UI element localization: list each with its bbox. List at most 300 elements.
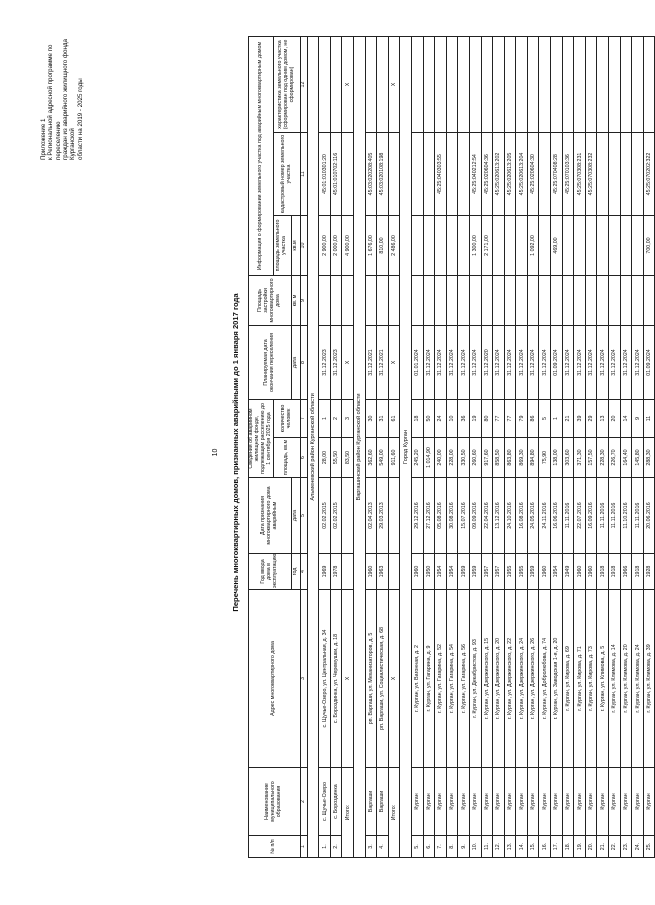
table-cell: 1. xyxy=(319,836,331,858)
table-cell: Курган xyxy=(446,768,458,836)
table-cell: 28,00 xyxy=(319,438,331,478)
section-title: Город Курган xyxy=(400,36,412,857)
table-cell xyxy=(435,216,447,276)
table-cell xyxy=(493,36,505,132)
table-cell: 31.12.2024 xyxy=(539,326,551,400)
table-cell: Курган xyxy=(504,768,516,836)
table-cell: 05.08.2016 xyxy=(435,478,447,554)
table-cell: 10. xyxy=(469,836,481,858)
table-cell xyxy=(609,133,621,216)
table-cell xyxy=(620,216,632,276)
table-row xyxy=(516,36,528,857)
table-cell xyxy=(319,276,331,326)
table-cell: с. Щучье-Озеро, ул. Центральная, д. 34 xyxy=(319,590,331,768)
table-cell: 22.07.2016 xyxy=(574,478,586,554)
table-cell: 1 300,00 xyxy=(469,216,481,276)
table-cell: 11.11.2016 xyxy=(597,478,609,554)
total-cell xyxy=(342,133,354,216)
table-cell: 1959 xyxy=(469,554,481,590)
table-cell xyxy=(469,276,481,326)
table-cell xyxy=(365,36,377,132)
table-cell xyxy=(551,36,563,132)
table-cell: 02.02.2015 xyxy=(319,478,331,554)
table-cell: 77 xyxy=(504,400,516,438)
table-cell: 39 xyxy=(574,400,586,438)
table-cell: г. Курган, ул. Климова, д. 5 xyxy=(597,590,609,768)
table-cell: Варгаши xyxy=(377,768,389,836)
table-cell: г. Курган, ул. Дзержинского, д. 15 xyxy=(481,590,493,768)
table-cell xyxy=(365,276,377,326)
table-cell xyxy=(597,276,609,326)
table-cell xyxy=(493,216,505,276)
table-cell xyxy=(562,36,574,132)
table-row xyxy=(481,36,493,857)
table-cell xyxy=(551,276,563,326)
table-cell: 31.12.2024 xyxy=(446,326,458,400)
table-cell: г. Курган, ул. Дзержинского, д. 26 xyxy=(527,590,539,768)
table-row xyxy=(411,36,423,857)
table-cell: 31.12.2024 xyxy=(620,326,632,400)
table-cell: 45:25:020604:30 xyxy=(527,133,539,216)
table-cell xyxy=(481,276,493,326)
table-cell: 1963 xyxy=(377,554,389,590)
table-cell: 1 676,00 xyxy=(365,216,377,276)
header-land-area: площадь земельного участка xyxy=(273,216,291,276)
table-cell: Курган xyxy=(551,768,563,836)
table-cell: 45:03:020208:405 xyxy=(365,133,377,216)
table-cell: 31.12.2021 xyxy=(365,326,377,400)
header-land-char: характеристика земельного участка (сформирован под одним домом, не сформирован) xyxy=(273,36,300,132)
table-cell xyxy=(458,133,470,216)
table-cell: 31.12.2024 xyxy=(493,326,505,400)
table-cell: 9. xyxy=(458,836,470,858)
table-cell: 240,00 xyxy=(435,438,447,478)
table-cell: 228,00 xyxy=(446,438,458,478)
total-cell: Х xyxy=(342,326,354,400)
table-cell: 45:03:020108:198 xyxy=(377,133,389,216)
total-cell: Х xyxy=(388,36,400,132)
table-row xyxy=(377,36,389,857)
header-land-group: Информация о формировании земельного участка под аварийным многоквартирным домом xyxy=(249,36,274,275)
table-cell: Курган xyxy=(643,768,655,836)
column-number: 1 xyxy=(300,836,307,858)
table-cell xyxy=(504,216,516,276)
total-cell xyxy=(388,276,400,326)
total-row xyxy=(342,36,354,857)
table-cell: рп. Варгаши, ул. Социалистическая, д. 68 xyxy=(377,590,389,768)
table-cell: Курган xyxy=(423,768,435,836)
column-number: 12 xyxy=(300,36,307,132)
table-cell: 22.04.2016 xyxy=(481,478,493,554)
table-cell: Курган xyxy=(516,768,528,836)
table-row xyxy=(493,36,505,857)
header-residents-group: Сведения об аварийном жилищном фонде, подлежащем расселению до 1 сентября 2025 года xyxy=(249,400,274,478)
header-address: Адрес многоквартирного дома xyxy=(249,590,301,768)
column-number: 9 xyxy=(300,276,307,326)
table-cell: 11.10.2016 xyxy=(620,478,632,554)
table-cell: 1928 xyxy=(643,554,655,590)
table-cell xyxy=(539,133,551,216)
table-cell: 24.10.2016 xyxy=(504,478,516,554)
table-cell: 2 900,00 xyxy=(319,216,331,276)
table-cell: 2 171,00 xyxy=(481,216,493,276)
total-cell xyxy=(388,133,400,216)
table-cell: г. Курган, ул. Дзержинского, д. 22 xyxy=(504,590,516,768)
table-cell: 18. xyxy=(562,836,574,858)
total-cell xyxy=(342,554,354,590)
table-cell: 17. xyxy=(551,836,563,858)
table-cell: г. Курган, ул. Климова, д. 14 xyxy=(609,590,621,768)
table-cell: 79 xyxy=(516,400,528,438)
table-cell xyxy=(493,276,505,326)
table-cell: 50 xyxy=(423,400,435,438)
total-label: Итого: xyxy=(388,768,400,858)
header-date: дата xyxy=(291,478,300,554)
section-row xyxy=(400,36,412,857)
table-cell: г. Курган, ул. Гагарина, д. 54 xyxy=(446,590,458,768)
header-area: площадь, кв.м xyxy=(273,438,300,478)
table-cell: 19. xyxy=(574,836,586,858)
table-cell xyxy=(620,276,632,326)
section-row xyxy=(353,36,365,857)
table-cell: 469,00 xyxy=(551,216,563,276)
table-cell xyxy=(585,36,597,132)
table-cell: 31.12.2023 xyxy=(319,326,331,400)
table-cell: Курган xyxy=(527,768,539,836)
column-number: 11 xyxy=(300,133,307,216)
table-cell xyxy=(643,36,655,132)
table-cell xyxy=(609,216,621,276)
total-cell xyxy=(342,276,354,326)
table-cell: 303,60 xyxy=(562,438,574,478)
header-planned-group: Планируемая дата окончания переселения xyxy=(249,326,292,400)
total-cell xyxy=(388,554,400,590)
table-cell: 1918 xyxy=(597,554,609,590)
table-cell: с. Бороздинка xyxy=(330,768,342,836)
table-cell: 31.12.2024 xyxy=(609,326,621,400)
table-cell: 869,30 xyxy=(516,438,528,478)
total-cell: 4 900,00 xyxy=(342,216,354,276)
table-cell: 16.06.2016 xyxy=(551,478,563,554)
table-cell xyxy=(574,216,586,276)
table-cell: 15. xyxy=(527,836,539,858)
table-cell: 29 xyxy=(585,400,597,438)
table-cell: 45:25:040303:55 xyxy=(435,133,447,216)
table-cell: 12. xyxy=(493,836,505,858)
table-cell: 245,20 xyxy=(411,438,423,478)
page-number: 10 xyxy=(212,448,219,457)
table-cell: 31.12.2024 xyxy=(516,326,528,400)
table-cell: 700,00 xyxy=(643,216,655,276)
table-row xyxy=(620,36,632,857)
total-cell xyxy=(342,478,354,554)
total-cell: Х xyxy=(342,36,354,132)
table-row xyxy=(330,36,342,857)
table-cell: 13 xyxy=(597,400,609,438)
houses-table xyxy=(248,36,655,858)
table-row xyxy=(551,36,563,857)
table-cell: 24. xyxy=(632,836,644,858)
total-cell xyxy=(388,478,400,554)
table-cell: 10 xyxy=(446,400,458,438)
table-row xyxy=(632,36,644,857)
total-cell: 911,60 xyxy=(388,438,400,478)
table-cell xyxy=(423,216,435,276)
table-cell: 894,80 xyxy=(527,438,539,478)
table-row xyxy=(597,36,609,857)
table-cell: 20 xyxy=(609,400,621,438)
table-cell: 45:25:020613:204 xyxy=(516,133,528,216)
table-row xyxy=(469,36,481,857)
table-cell: 45:25:040212:54 xyxy=(469,133,481,216)
table-cell: 16.08.2016 xyxy=(516,478,528,554)
table-cell: 917,60 xyxy=(481,438,493,478)
total-cell: Х xyxy=(388,590,400,768)
table-cell: 260,60 xyxy=(469,438,481,478)
table-cell: 45:25:070103:36 xyxy=(562,133,574,216)
table-cell: 1960 xyxy=(539,554,551,590)
table-cell: 23. xyxy=(620,836,632,858)
document-title: Перечень многоквартирных домов, признанных аварийными до 1 января 2017 года xyxy=(231,293,240,612)
table-cell: 7. xyxy=(435,836,447,858)
header-num: № п/п xyxy=(249,836,301,858)
table-cell: 226,70 xyxy=(609,438,621,478)
table-cell: 77 xyxy=(493,400,505,438)
table-cell: Курган xyxy=(597,768,609,836)
table-cell: 31.12.2024 xyxy=(574,326,586,400)
table-cell xyxy=(539,36,551,132)
table-cell: 228,30 xyxy=(597,438,609,478)
table-cell xyxy=(423,276,435,326)
header-building-area-group: Площадь застройки многоквартирного дома xyxy=(249,276,292,326)
table-row xyxy=(435,36,447,857)
table-row xyxy=(574,36,586,857)
table-cell: 25. xyxy=(643,836,655,858)
table-cell xyxy=(377,36,389,132)
total-cell: 83,50 xyxy=(342,438,354,478)
table-cell: 1954 xyxy=(435,554,447,590)
table-cell: 2. xyxy=(330,836,342,858)
table-cell: 549,00 xyxy=(377,438,389,478)
total-row xyxy=(388,36,400,857)
table-cell: 1966 xyxy=(620,554,632,590)
table-cell: 5 xyxy=(539,400,551,438)
table-cell: 20.06.2016 xyxy=(643,478,655,554)
table-cell: 31.12.2024 xyxy=(458,326,470,400)
table-cell: 02.04.2013 xyxy=(365,478,377,554)
section-row xyxy=(307,36,319,857)
table-cell: 1959 xyxy=(527,554,539,590)
table-cell: г. Курган, ул. Климова, д. 24 xyxy=(632,590,644,768)
table-cell xyxy=(516,36,528,132)
table-cell xyxy=(632,276,644,326)
table-cell: 24.11.2016 xyxy=(539,478,551,554)
table-cell: 13.12.2016 xyxy=(493,478,505,554)
table-cell: 11.11.2016 xyxy=(632,478,644,554)
table-cell: 863,80 xyxy=(504,438,516,478)
total-label: Итого: xyxy=(342,768,354,858)
table-cell xyxy=(458,36,470,132)
table-cell: 2 000,00 xyxy=(330,216,342,276)
table-cell xyxy=(481,36,493,132)
table-cell xyxy=(423,36,435,132)
table-cell: Курган xyxy=(562,768,574,836)
table-cell xyxy=(585,216,597,276)
table-cell: Курган xyxy=(585,768,597,836)
table-cell: 31.12.2024 xyxy=(562,326,574,400)
table-cell: 330,50 xyxy=(458,438,470,478)
table-cell: 31.12.2024 xyxy=(585,326,597,400)
table-cell xyxy=(562,216,574,276)
table-cell: 31.12.2024 xyxy=(632,326,644,400)
table-cell: 164,40 xyxy=(620,438,632,478)
table-cell xyxy=(411,276,423,326)
table-cell: 31.12.2024 xyxy=(527,326,539,400)
table-cell: Курган xyxy=(411,768,423,836)
table-cell: 24.05.2016 xyxy=(527,478,539,554)
table-cell: г. Курган, ул. Добролюбова, д. 74 xyxy=(539,590,551,768)
header-year-group: Год ввода дома в эксплуатацию xyxy=(249,554,292,590)
table-cell xyxy=(446,36,458,132)
table-cell: 29.03.2013 xyxy=(377,478,389,554)
table-cell: Курган xyxy=(458,768,470,836)
table-cell: 01.09.2024 xyxy=(643,326,655,400)
table-cell xyxy=(632,133,644,216)
table-cell: Варгаши xyxy=(365,768,377,836)
table-cell: 810,00 xyxy=(377,216,389,276)
table-row xyxy=(458,36,470,857)
column-number: 4 xyxy=(300,554,307,590)
table-cell: 31.12.2024 xyxy=(597,326,609,400)
table-cell: 1978 xyxy=(330,554,342,590)
table-cell: 09.09.2016 xyxy=(469,478,481,554)
total-cell: Х xyxy=(342,590,354,768)
appendix-note xyxy=(40,10,84,160)
table-cell: Курган xyxy=(609,768,621,836)
table-cell xyxy=(597,216,609,276)
table-cell: 1955 xyxy=(516,554,528,590)
table-cell xyxy=(585,276,597,326)
table-body xyxy=(307,36,655,857)
table-cell: 1918 xyxy=(632,554,644,590)
table-cell: г. Курган, ул. Климова, д. 20 xyxy=(620,590,632,768)
table-cell: 1960 xyxy=(574,554,586,590)
table-cell: 15.07.2016 xyxy=(458,478,470,554)
table-cell: 3. xyxy=(365,836,377,858)
table-row xyxy=(527,36,539,857)
table-header xyxy=(249,36,308,857)
table-cell: 45:25:070408:28 xyxy=(551,133,563,216)
table-cell: 1949 xyxy=(562,554,574,590)
table-cell: 1 xyxy=(551,400,563,438)
header-cadastral: кадастровый номер земельного участка xyxy=(273,133,300,216)
table-cell: 14 xyxy=(620,400,632,438)
table-cell: Курган xyxy=(435,768,447,836)
section-title: Варгашинский район Курганской области xyxy=(353,36,365,857)
table-row xyxy=(446,36,458,857)
table-cell xyxy=(377,276,389,326)
header-kvm: кв. м xyxy=(291,276,300,326)
appendix-line: граждан из аварийного жилищного фонда Курганской xyxy=(61,39,77,160)
table-cell xyxy=(574,36,586,132)
table-cell: 20. xyxy=(585,836,597,858)
table-row xyxy=(539,36,551,857)
table-cell: 01.09.2024 xyxy=(551,326,563,400)
table-cell xyxy=(411,216,423,276)
column-number: 5 xyxy=(300,478,307,554)
table-row xyxy=(319,36,331,857)
column-number: 3 xyxy=(300,590,307,768)
table-cell: 9 xyxy=(632,400,644,438)
table-cell: 45:25:070308:231 xyxy=(574,133,586,216)
table-cell: 29.12.2016 xyxy=(411,478,423,554)
total-cell: 61 xyxy=(388,400,400,438)
table-cell: 01.01.2024 xyxy=(411,326,423,400)
table-cell: 80 xyxy=(481,400,493,438)
table-cell: 4. xyxy=(377,836,389,858)
table-row xyxy=(423,36,435,857)
table-cell: 1957 xyxy=(481,554,493,590)
table-cell: 21 xyxy=(562,400,574,438)
table-cell xyxy=(632,216,644,276)
table-cell: 02.02.2015 xyxy=(330,478,342,554)
table-cell xyxy=(539,276,551,326)
table-cell xyxy=(319,36,331,132)
table-cell xyxy=(620,133,632,216)
table-cell: 55,50 xyxy=(330,438,342,478)
table-cell: 1960 xyxy=(365,554,377,590)
table-cell: Курган xyxy=(481,768,493,836)
table-cell: 31.12.2023 xyxy=(330,326,342,400)
table-cell: 45:25:020613:202 xyxy=(493,133,505,216)
table-cell: 2 xyxy=(330,400,342,438)
table-cell xyxy=(504,36,516,132)
table-cell: 1954 xyxy=(551,554,563,590)
table-cell: 371,30 xyxy=(574,438,586,478)
table-cell xyxy=(458,276,470,326)
header-year: год xyxy=(291,554,300,590)
table-cell: 21. xyxy=(597,836,609,858)
table-cell: 45:01:010301:20 xyxy=(319,133,331,216)
table-cell: г. Курган, ул. Кирова, д. 71 xyxy=(574,590,586,768)
table-cell: 1960 xyxy=(585,554,597,590)
table-cell: 157,50 xyxy=(585,438,597,478)
table-cell: 362,60 xyxy=(365,438,377,478)
total-cell: 3 xyxy=(342,400,354,438)
table-cell: Курган xyxy=(469,768,481,836)
header-planned-date: дата xyxy=(291,326,300,400)
table-cell: 145,80 xyxy=(632,438,644,478)
table-cell: 45:25:070308:232 xyxy=(585,133,597,216)
table-cell xyxy=(423,133,435,216)
table-row xyxy=(609,36,621,857)
table-cell: 11 xyxy=(643,400,655,438)
table-cell: 1 014,90 xyxy=(423,438,435,478)
table-cell: 16. xyxy=(539,836,551,858)
appendix-line: к Региональной адресной программе по переселению xyxy=(47,44,62,160)
table-cell: 288,30 xyxy=(643,438,655,478)
table-cell: 1959 xyxy=(458,554,470,590)
table-cell xyxy=(597,133,609,216)
table-cell xyxy=(643,276,655,326)
table-cell: 1955 xyxy=(504,554,516,590)
table-cell: рп. Варгаши, ул. Механизаторов, д. 5 xyxy=(365,590,377,768)
table-cell: Курган xyxy=(632,768,644,836)
table-cell: 27.12.2016 xyxy=(423,478,435,554)
table-cell xyxy=(562,276,574,326)
column-number: 8 xyxy=(300,326,307,400)
table-cell: 11. xyxy=(481,836,493,858)
